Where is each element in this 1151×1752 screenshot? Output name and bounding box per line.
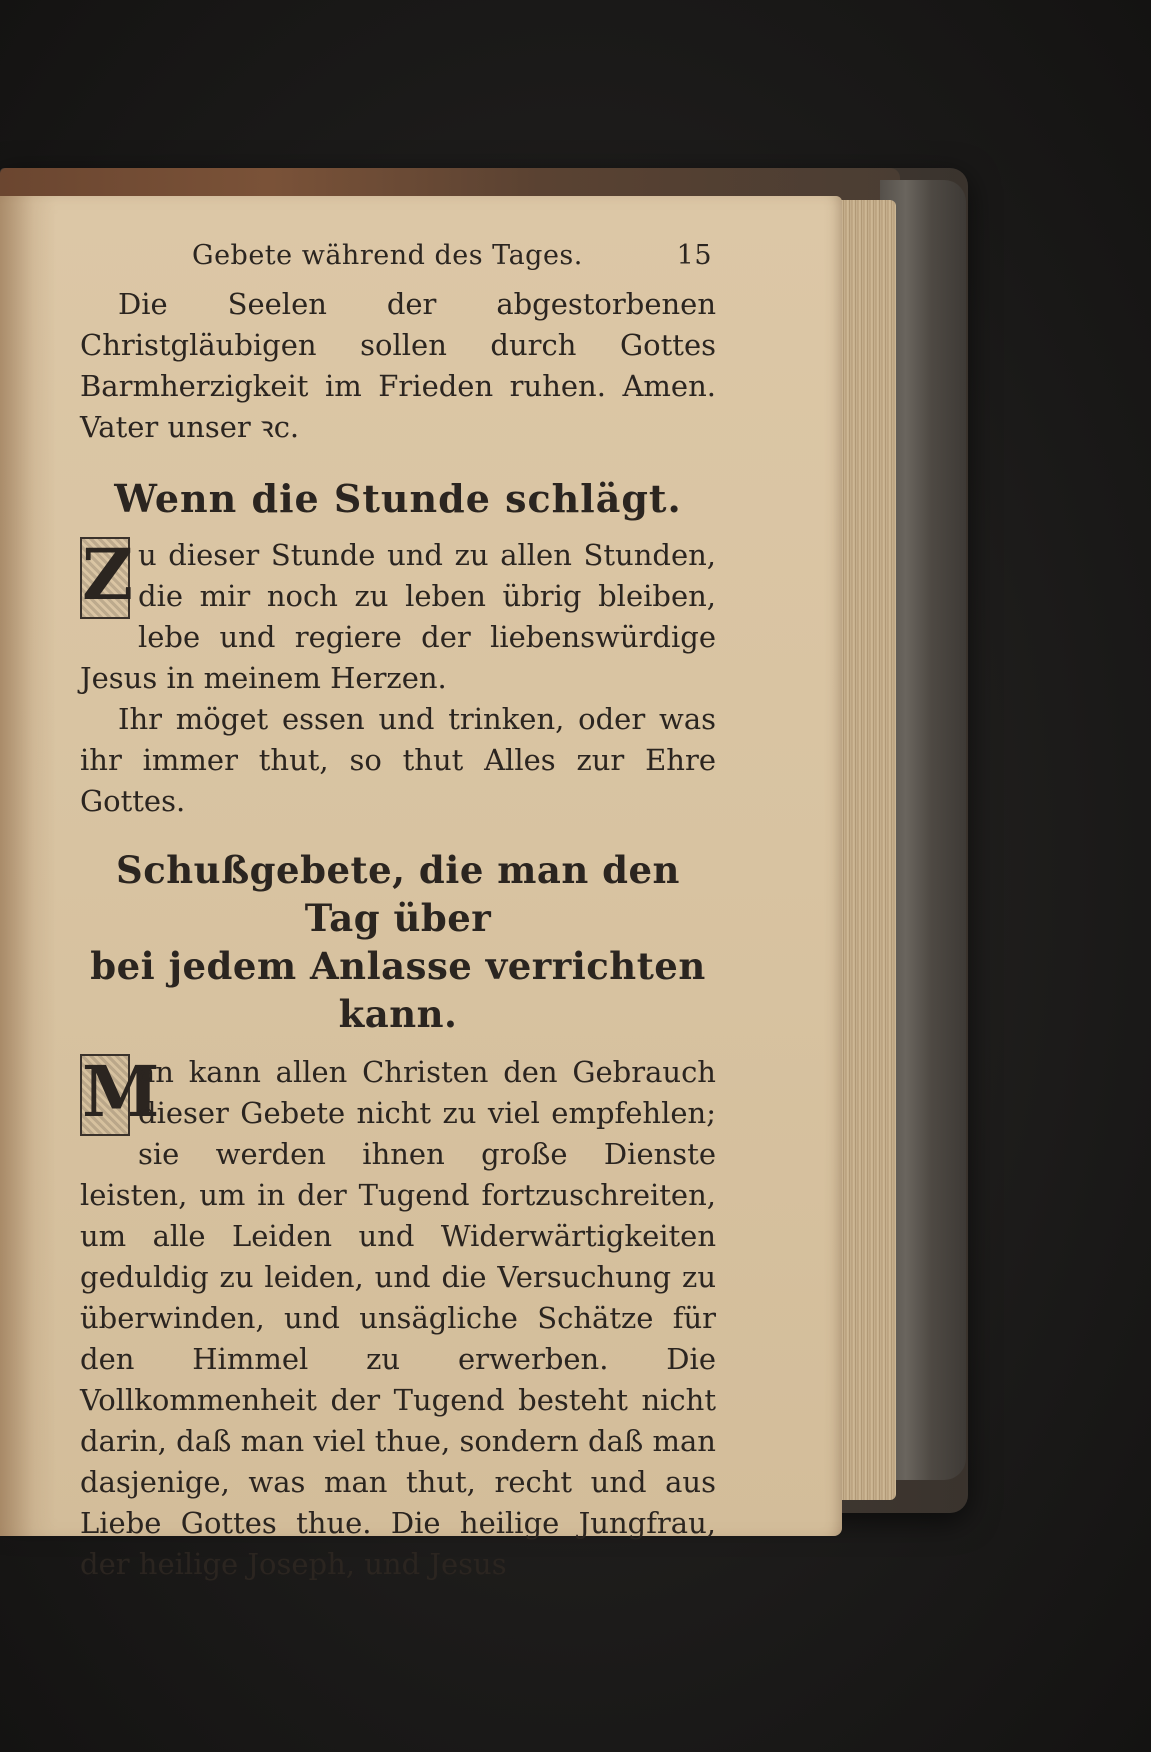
paragraph-hour-prayer-text: u dieser Stunde und zu allen Stunden, die mir noch zu leben übrig bleiben, lebe und regiere der liebenswürdige Jesus in meinem Herzen. — [80, 538, 716, 695]
heading-line-1: Schußgebete, die man den Tag über — [116, 848, 680, 940]
paragraph-christians-prayers-text: an kann allen Christen den Gebrauch dieser Gebete nicht zu viel empfehlen; sie werden ihnen große Dienste leisten, um in der Tugend fortzuschreiten, um alle Leiden und Widerwärtigkeiten geduldig zu leiden, und die Versuchung zu überwinden, und unsägliche Schätze für den Himmel zu erwerben. Die Vollkommenheit der Tugend besteht nicht darin, daß man viel thue, sondern daß man dasjenige, was man thut, recht und aus Liebe Gottes thue. Die heilige Jungfrau, der heilige Joseph, und Jesus — [80, 1055, 716, 1581]
heading-line-2: bei jedem Anlasse verrichten kann. — [90, 944, 706, 1036]
drop-cap-z: Z — [80, 537, 130, 619]
section-heading-protective-prayers — [80, 846, 716, 1038]
page-block-edge — [838, 200, 896, 1500]
section-heading-hour: Wenn die Stunde schlägt. — [114, 476, 682, 521]
running-head — [80, 240, 716, 284]
page-text-block — [80, 240, 716, 1585]
paragraph-hour-prayer — [80, 535, 716, 699]
gutter-shadow — [0, 196, 56, 1536]
page-number: 15 — [676, 240, 712, 271]
paragraph-christians-prayers — [80, 1052, 716, 1585]
running-head-title: Gebete während des Tages. — [192, 240, 583, 271]
paragraph-prayer-souls: Die Seelen der abgestorbenen Christgläubigen sollen durch Gottes Barmherzigkeit im Frieden ruhen. Amen. Vater unser ꝛc. — [80, 287, 716, 444]
drop-cap-m: M — [80, 1054, 130, 1136]
paragraph-eat-drink: Ihr möget essen und trinken, oder was ihr immer thut, so thut Alles zur Ehre Gottes. — [80, 702, 716, 818]
